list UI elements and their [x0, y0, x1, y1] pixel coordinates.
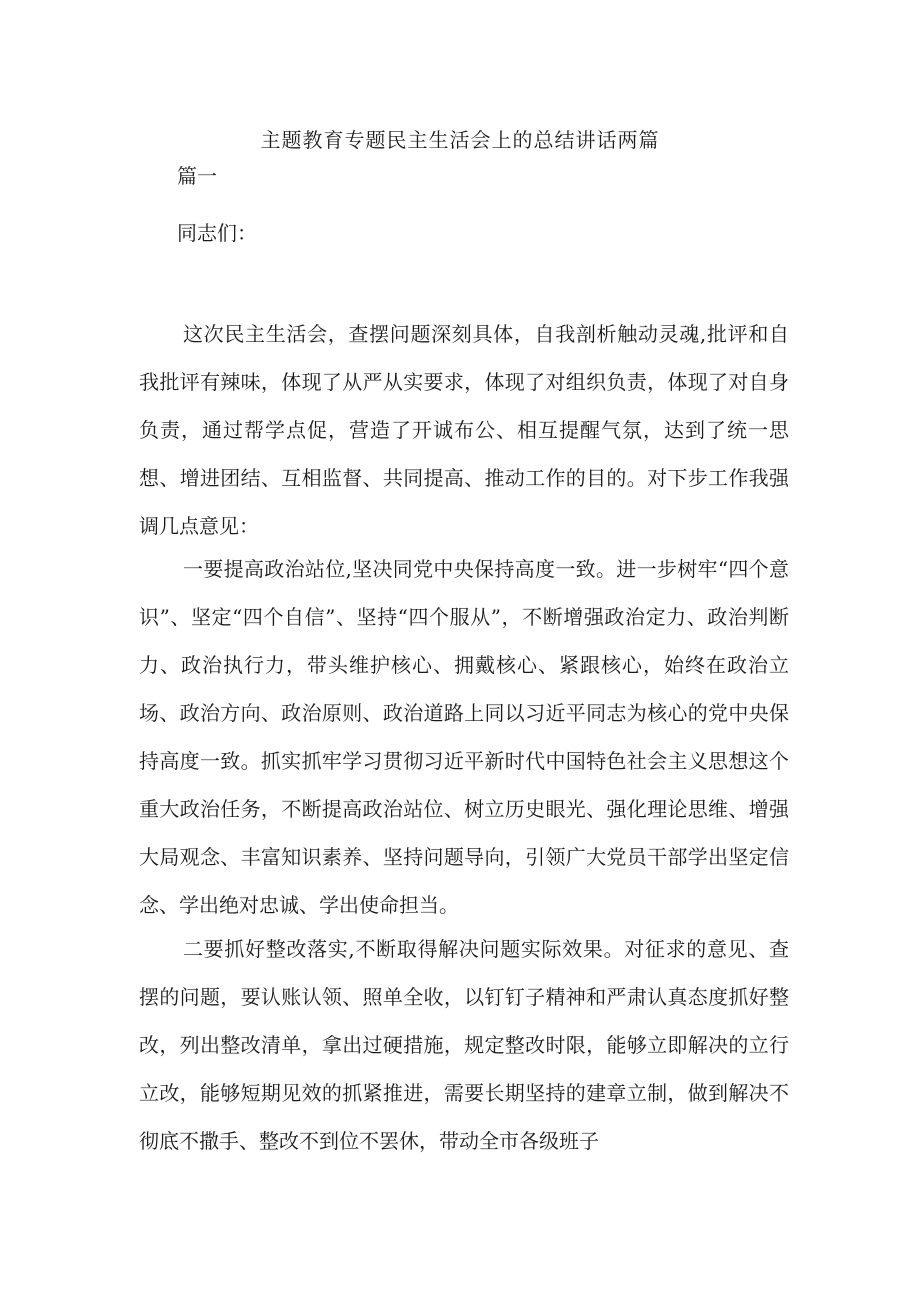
paragraph-intro: 这次民主生活会，查摆问题深刻具体，自我剖析触动灵魂,批评和自我批评有辣味，体现了从严从实要求，体现了对组织负责，体现了对自身负责，通过帮学点促，营造了开诚布公、相互提醒气氛，达到了统一思想、增进团结、互相监督、共同提高、推动工作的目的。对下步工作我强调几点意见： [139, 322, 789, 538]
document-title: 主题教育专题民主生活会上的总结讲话两篇 [260, 128, 660, 152]
greeting: 同志们： [177, 221, 257, 245]
paragraph-point-two: 二要抓好整改落实,不断取得解决问题实际效果。对征求的意见、查摆的问题，要认账认领、照单全收，以钉钉子精神和严肃认真态度抓好整改，列出整改清单，拿出过硬措施，规定整改时限，能够立即解决的立行立改，能够短期见效的抓紧推进，需要长期坚持的建章立制，做到解决不彻底不撒手、整改不到位不罢休，带动全市各级班子 [139, 937, 789, 1153]
section-label: 篇一 [177, 164, 217, 188]
paragraph-point-one: 一要提高政治站位,坚决同党中央保持高度一致。进一步树牢“四个意识”、坚定“四个自信”、坚持“四个服从”，不断增强政治定力、政治判断力、政治执行力，带头维护核心、拥戴核心、紧跟核心，始终在政治立场、政治方向、政治原则、政治道路上同以习近平同志为核心的党中央保持高度一致。抓实抓牢学习贯彻习近平新时代中国特色社会主义思想这个重大政治任务，不断提高政治站位、树立历史眼光、强化理论思维、增强大局观念、丰富知识素养、坚持问题导向，引领广大党员干部学出坚定信念、学出绝对忠诚、学出使命担当。 [139, 557, 789, 917]
